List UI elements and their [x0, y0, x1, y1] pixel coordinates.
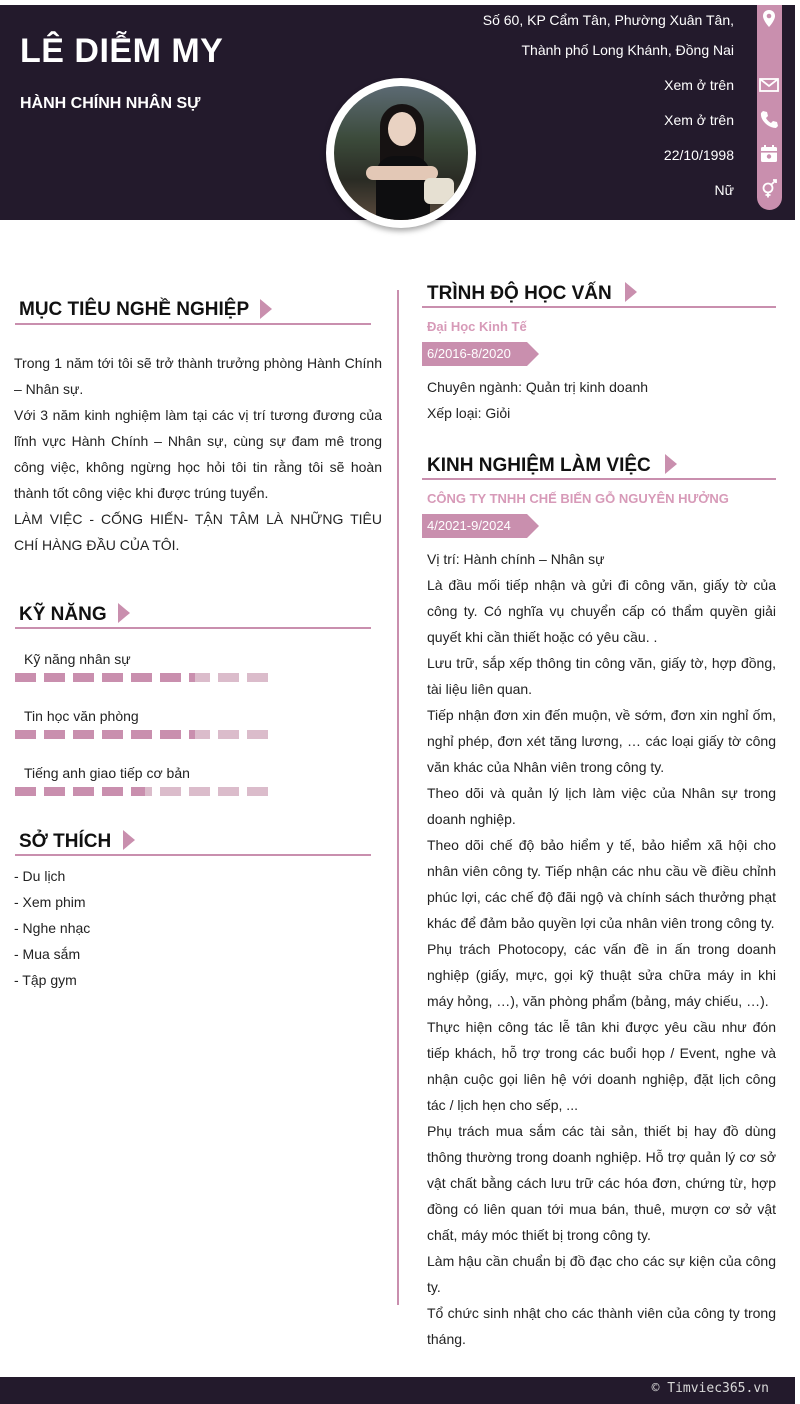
experience-text [427, 546, 776, 1352]
birthday-value: 22/10/1998 [663, 147, 734, 163]
objective-rule [15, 323, 371, 325]
skills-rule [15, 627, 371, 629]
phone-icon [758, 108, 780, 130]
skill-segment [218, 673, 239, 682]
skill-segment [131, 730, 152, 739]
skill-segment [15, 730, 36, 739]
phone-value: Xem ở trên [664, 112, 734, 128]
skill-segment [160, 787, 181, 796]
objective-text [14, 350, 382, 558]
skill-segment [131, 673, 152, 682]
address-line-2: Thành phố Long Khánh, Đồng Nai [521, 42, 734, 58]
skill-segment [218, 787, 239, 796]
hobby-item: - Mua sắm [14, 946, 81, 962]
skill-label: Tiếng anh giao tiếp cơ bản [24, 765, 190, 781]
skill-segment [160, 673, 181, 682]
education-rule [422, 306, 776, 308]
column-divider [397, 290, 399, 1305]
experience-paragraph: Lưu trữ, sắp xếp thông tin công văn, giấy tờ, hợp đồng, tài liệu liên quan. [427, 655, 776, 697]
experience-paragraph: Tổ chức sinh nhật cho các thành viên của công ty trong tháng. [427, 1305, 776, 1347]
experience-paragraph: Tiếp nhận đơn xin đến muộn, về sớm, đơn xin nghỉ ốm, nghỉ phép, đơn xét tăng lương, … các loại giấy tờ công văn khác của Nhân viên trong công ty. [427, 707, 776, 775]
skill-segment [247, 730, 268, 739]
skill-label: Tin học văn phòng [24, 708, 139, 724]
objective-arrow-icon [260, 299, 272, 319]
experience-paragraph: Theo dõi chế độ bảo hiểm y tế, bảo hiểm xã hội cho nhân viên công ty. Tiếp nhận các nhu cầu về điều chỉnh phúc lợi, các chế độ đãi ngộ và chính sách thưởng phạt khác để đảm bảo quyền lợi của nhân viên trong công ty. [427, 837, 776, 931]
skill-segment [73, 673, 94, 682]
education-major: Chuyên ngành: Quản trị kinh doanh [427, 379, 649, 395]
experience-paragraph: Là đầu mối tiếp nhận và gửi đi công văn, giấy tờ của công ty. Có nghĩa vụ chuyển cấp có thẩm quyền giải quyết khi cần thiết hoặc có yêu cầu. . [427, 577, 776, 645]
education-arrow-icon [625, 282, 637, 302]
company-name: CÔNG TY TNHH CHẾ BIẾN GỖ NGUYÊN HƯỞNG [427, 491, 729, 506]
skill-segment [218, 730, 239, 739]
mail-icon [758, 74, 780, 96]
objective-title: MỤC TIÊU NGHỀ NGHIỆP [19, 299, 250, 320]
hobby-item: - Xem phim [14, 894, 86, 910]
skill-segment [247, 787, 268, 796]
skill-segment [44, 730, 65, 739]
experience-paragraph: Theo dõi và quản lý lịch làm việc của Nhân sự trong doanh nghiệp. [427, 785, 776, 827]
skill-segment [73, 730, 94, 739]
skill-segment [189, 730, 210, 739]
skill-segment [102, 673, 123, 682]
skill-segment [15, 673, 36, 682]
hobbies-rule [15, 854, 371, 856]
candidate-name: LÊ DIỄM MY [20, 32, 224, 70]
experience-paragraph: Làm hậu cần chuẩn bị đồ đạc cho các sự kiện của công ty. [427, 1253, 776, 1295]
skill-segment [102, 787, 123, 796]
objective-paragraph: LÀM VIỆC - CỐNG HIẾN- TẬN TÂM LÀ NHỮNG TIÊU CHÍ HÀNG ĐẦU CỦA TÔI. [14, 511, 382, 553]
skill-segment [44, 787, 65, 796]
experience-paragraph: Phụ trách mua sắm các tài sản, thiết bị hay đồ dùng thông thường trong doanh nghiệp. Hỗ trợ quản lý cơ sở vật chất bằng cách lưu trữ các hóa đơn, chứng từ, hợp đồng có liên quan tới mua bán, thuê, mượn cơ sở vật chất, máy móc thiết bị trong công ty. [427, 1123, 776, 1243]
education-title: TRÌNH ĐỘ HỌC VẤN [427, 283, 612, 304]
experience-paragraph: Thực hiện công tác lễ tân khi được yêu cầu như đón tiếp khách, hỗ trợ trong các buổi họp / Event, nghe và nhận cuộc gọi liên hệ với doanh nghiệp, đặt lịch công tác / lịch hẹn cho sếp, ... [427, 1019, 776, 1113]
skills-title: KỸ NĂNG [19, 604, 107, 625]
footer-credit: © Timviec365.vn [651, 1381, 769, 1396]
experience-position: Vị trí: Hành chính – Nhân sự [427, 551, 605, 567]
skill-segment [189, 673, 210, 682]
experience-arrow-icon [665, 454, 677, 474]
skill-segment [44, 673, 65, 682]
skill-segment [247, 673, 268, 682]
objective-paragraph: Với 3 năm kinh nghiệm làm tại các vị trí tương đương của lĩnh vực Hành Chính – Nhân sự, cùng sự đam mê trong công việc, không ngừng học hỏi tôi tin rằng tôi sẽ hoàn thành tốt công việc khi được trúng tuyển. [14, 407, 382, 501]
footer [0, 1377, 795, 1404]
address-line-1: Số 60, KP Cẩm Tân, Phường Xuân Tân, [482, 12, 734, 28]
skill-label: Kỹ năng nhân sự [24, 651, 131, 667]
skill-segment [131, 787, 152, 796]
avatar-photo [334, 86, 468, 220]
experience-period: 4/2021-9/2024 [422, 514, 527, 538]
skill-segment [15, 787, 36, 796]
hobby-item: - Nghe nhạc [14, 920, 91, 936]
calendar-icon [758, 143, 780, 165]
hobby-item: - Du lịch [14, 868, 66, 884]
experience-paragraph: Phụ trách Photocopy, các vấn đề in ấn trong doanh nghiệp (giấy, mực, gọi kỹ thuật sửa chữa máy in khi máy hỏng, …), văn phòng phẩm (bảng, máy chiếu, …). [427, 941, 776, 1009]
objective-paragraph: Trong 1 năm tới tôi sẽ trở thành trưởng phòng Hành Chính – Nhân sự. [14, 355, 382, 397]
education-period: 6/2016-8/2020 [422, 342, 527, 366]
hobby-item: - Tập gym [14, 972, 77, 988]
skill-segment [189, 787, 210, 796]
job-title: HÀNH CHÍNH NHÂN SỰ [20, 95, 201, 112]
hobbies-title: SỞ THÍCH [19, 831, 112, 852]
avatar [326, 78, 476, 228]
hobbies-arrow-icon [123, 830, 135, 850]
education-grade: Xếp loại: Giỏi [427, 405, 511, 421]
gender-value: Nữ [714, 182, 734, 198]
experience-rule [422, 478, 776, 480]
gender-icon [758, 178, 780, 200]
experience-title: KINH NGHIỆM LÀM VIỆC [427, 455, 651, 476]
school-name: Đại Học Kinh Tế [427, 319, 527, 334]
skill-segment [160, 730, 181, 739]
skills-arrow-icon [118, 603, 130, 623]
skill-segment [102, 730, 123, 739]
location-icon [758, 8, 780, 30]
email-value: Xem ở trên [664, 77, 734, 93]
skill-segment [73, 787, 94, 796]
